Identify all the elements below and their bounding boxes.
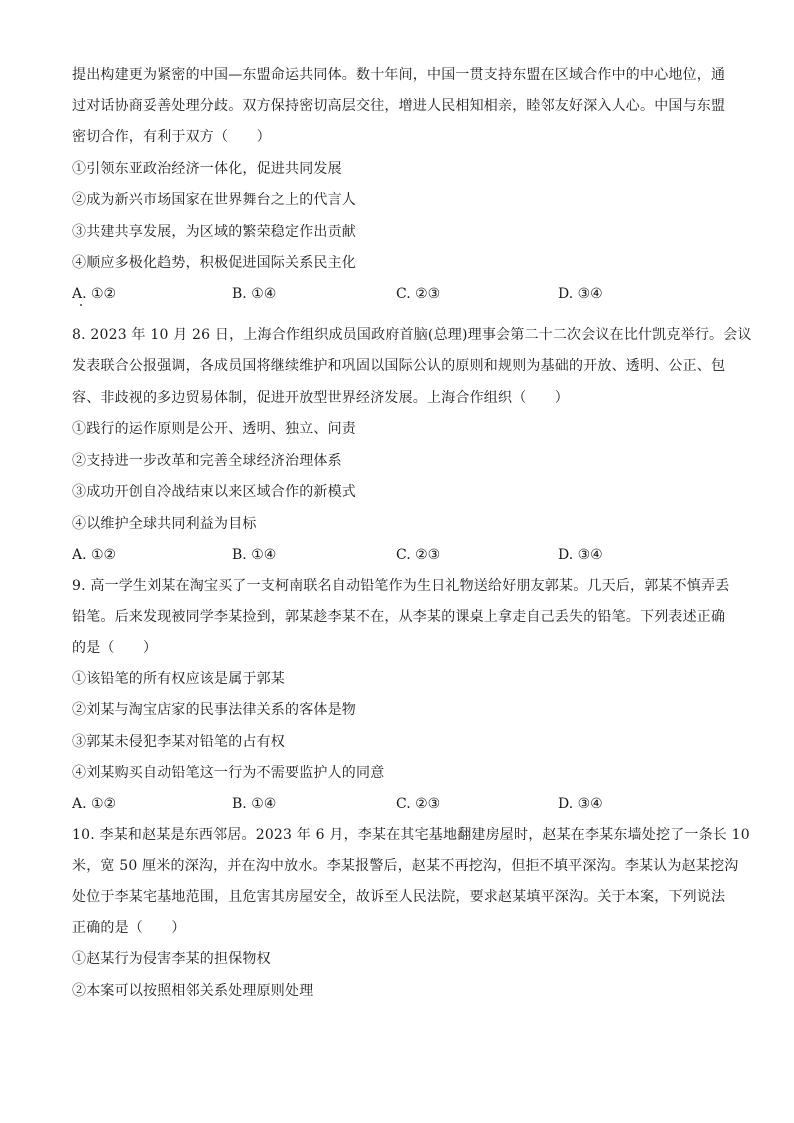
stray-mark [80,304,82,306]
q7-option-d[interactable]: D. ③④ [558,286,603,302]
q8-stem-line-2: 发表联合公报强调，各成员国将继续维护和巩固以国际公认的原则和规则为基础的开放、透明、公正、包 [72,358,726,374]
q9-stem-line-2: 铅笔。后来发现被同学李某捡到，郭某趁李某不在，从李某的课桌上拿走自己丢失的铅笔。下列表述正确 [72,609,726,625]
q7-option-c[interactable]: C. ②③ [396,286,441,302]
q7-stem-line-2: 过对话协商妥善处理分歧。双方保持密切高层交往，增进人民相知相亲，睦邻友好深入人心。中国与东盟 [72,98,726,114]
q9-stem-line-1: 9. 高一学生刘某在淘宝买了一支柯南联名自动铅笔作为生日礼物送给好朋友郭某。几天后，郭某不慎弄丢 [72,578,730,594]
q9-option-d[interactable]: D. ③④ [558,796,603,812]
q10-statement-2: ②本案可以按照相邻关系处理原则处理 [72,983,314,999]
q9-option-b[interactable]: B. ①④ [232,796,277,812]
q9-statement-1: ①该铅笔的所有权应该是属于郭某 [72,671,285,687]
q8-option-b[interactable]: B. ①④ [232,547,277,563]
q8-statement-4: ④以维护全球共同利益为目标 [72,516,257,532]
q7-option-b[interactable]: B. ①④ [232,286,277,302]
q10-stem-line-3: 处位于李某宅基地范围，且危害其房屋安全，故诉至人民法院，要求赵某填平深沟。关于本案，下列说法 [72,889,726,905]
q7-options [72,284,724,304]
q8-statement-2: ②支持进一步改革和完善全球经济治理体系 [72,453,342,469]
q10-stem-line-2: 米，宽 50 厘米的深沟，并在沟中放水。李某报警后，赵某不再挖沟，但拒不填平深沟。李某认为赵某挖沟 [72,858,739,874]
q8-options [72,545,724,565]
q7-stem-line-3: 密切合作，有利于双方（ ） [72,129,271,145]
q7-stem-line-1: 提出构建更为紧密的中国—东盟命运共同体。数十年间，中国一贯支持东盟在区域合作中的中心地位，通 [72,67,726,83]
q8-statement-1: ①践行的运作原则是公开、透明、独立、问责 [72,421,356,437]
q9-options [72,794,724,814]
q10-statement-1: ①赵某行为侵害李某的担保物权 [72,951,271,967]
q8-stem-line-1: 8. 2023 年 10 月 26 日，上海合作组织成员国政府首脑(总理)理事会第二十二次会议在比什凯克举行。会议 [72,327,752,343]
q8-stem-line-3: 容、非歧视的多边贸易体制，促进开放型世界经济发展。上海合作组织（ ） [72,390,569,406]
q9-option-a[interactable]: A. ①② [72,796,117,812]
q8-option-a[interactable]: A. ①② [72,547,117,563]
q10-stem-line-1: 10. 李某和赵某是东西邻居。2023 年 6 月，李某在其宅基地翻建房屋时，赵某在李某东墙处挖了一条长 10 [72,827,750,843]
q7-statement-1: ①引领东亚政治经济一体化，促进共同发展 [72,161,342,177]
q10-stem-line-4: 正确的是（ ） [72,920,186,936]
q8-option-d[interactable]: D. ③④ [558,547,603,563]
q7-statement-4: ④顺应多极化趋势，积极促进国际关系民主化 [72,255,356,271]
q7-option-a[interactable]: A. ①② [72,286,117,302]
q8-statement-3: ③成功开创自冷战结束以来区域合作的新模式 [72,484,356,500]
q9-option-c[interactable]: C. ②③ [396,796,441,812]
q9-statement-4: ④刘某购买自动铅笔这一行为不需要监护人的同意 [72,765,385,781]
q7-statement-3: ③共建共享发展，为区域的繁荣稳定作出贡献 [72,224,356,240]
q7-statement-2: ②成为新兴市场国家在世界舞台之上的代言人 [72,192,356,208]
q9-stem-line-3: 的是（ ） [72,640,158,656]
q8-option-c[interactable]: C. ②③ [396,547,441,563]
q9-statement-2: ②刘某与淘宝店家的民事法律关系的客体是物 [72,702,356,718]
q9-statement-3: ③郭某未侵犯李某对铅笔的占有权 [72,734,285,750]
